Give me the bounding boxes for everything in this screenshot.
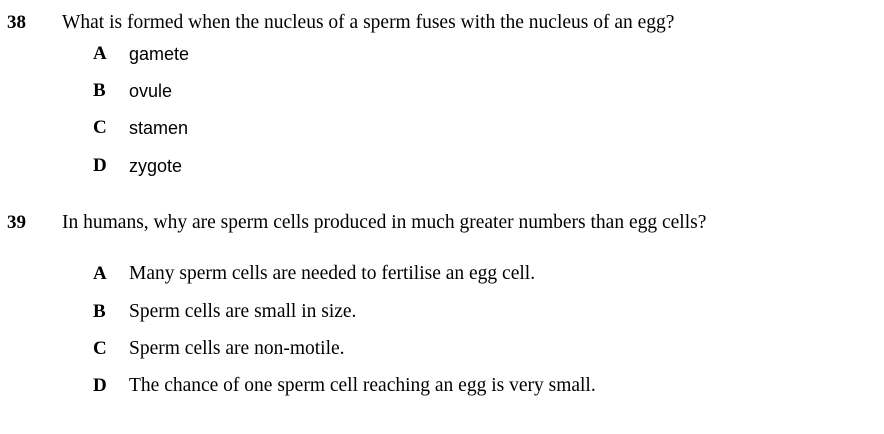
option-text: ovule (129, 81, 173, 101)
option-letter: C (93, 338, 107, 359)
question-text: In humans, why are sperm cells produced in much greater numbers than egg cells? (62, 212, 707, 233)
option-letter: B (93, 80, 106, 101)
option-text: stamen (129, 118, 189, 138)
question-number: 38 (7, 12, 26, 33)
q38-option-d (0, 155, 884, 179)
q39-option-d (0, 375, 884, 399)
option-letter: D (93, 155, 107, 176)
option-text: gamete (129, 44, 190, 64)
option-text: Sperm cells are small in size. (129, 301, 357, 322)
option-letter: C (93, 117, 107, 138)
option-text: Many sperm cells are needed to fertilise an egg cell. (129, 263, 536, 284)
question-text: What is formed when the nucleus of a sperm fuses with the nucleus of an egg? (62, 12, 675, 33)
option-letter: A (93, 43, 107, 64)
option-text: zygote (129, 156, 183, 176)
q39-option-a (0, 263, 884, 287)
option-text: The chance of one sperm cell reaching an egg is very small. (129, 375, 596, 396)
option-text: Sperm cells are non-motile. (129, 338, 345, 359)
q39-option-c (0, 338, 884, 362)
q38-option-c (0, 117, 884, 141)
option-letter: B (93, 301, 106, 322)
question-number: 39 (7, 212, 26, 233)
option-letter: A (93, 263, 107, 284)
q38-option-b (0, 80, 884, 104)
q39-option-b (0, 301, 884, 325)
q38-option-a (0, 43, 884, 67)
option-letter: D (93, 375, 107, 396)
